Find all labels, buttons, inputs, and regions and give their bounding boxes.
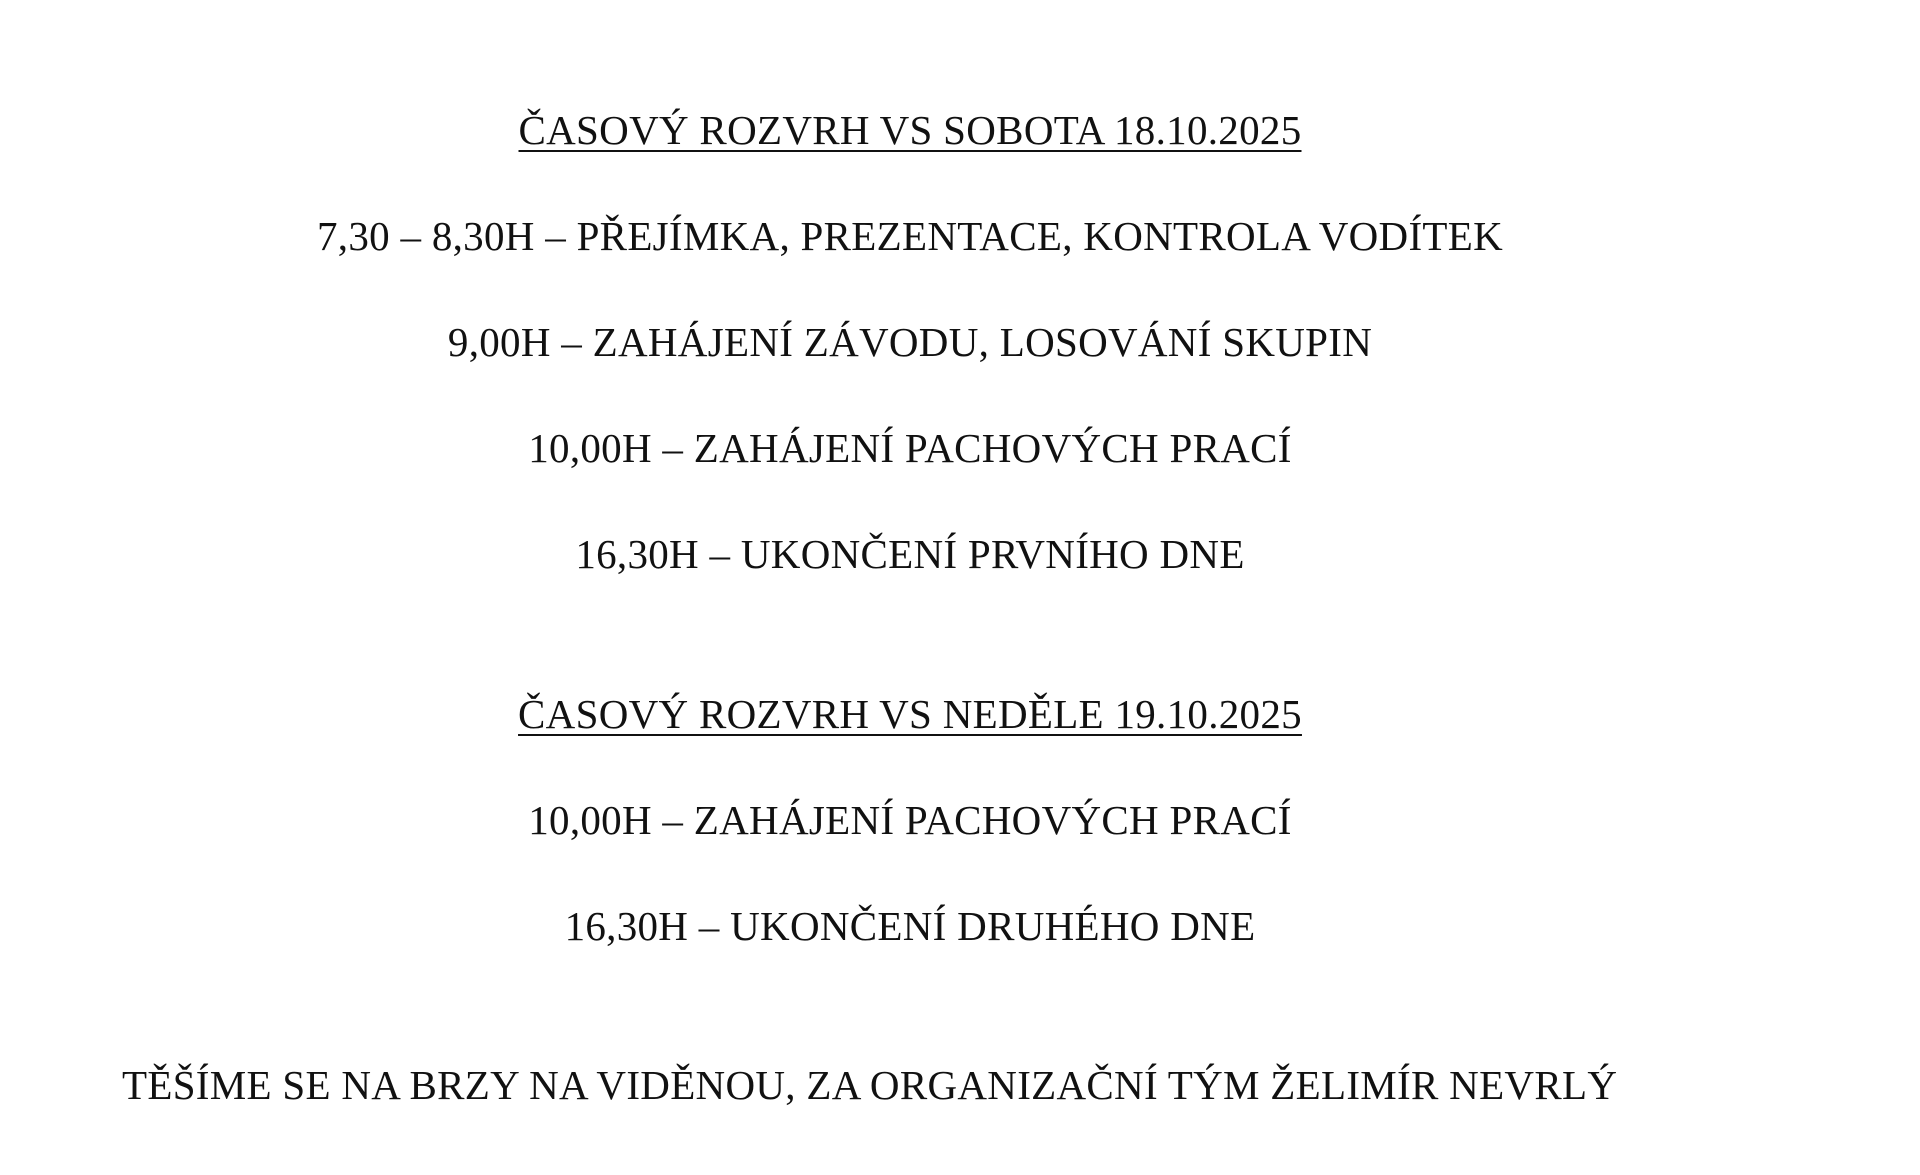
sunday-item-day-end: 16,30H – UKONČENÍ DRUHÉHO DNE: [564, 903, 1256, 949]
saturday-item-checkin: 7,30 – 8,30H – PŘEJÍMKA, PREZENTACE, KONTROLA VODÍTEK: [316, 213, 1504, 259]
saturday-item-day-end: 16,30H – UKONČENÍ PRVNÍHO DNE: [575, 531, 1245, 577]
saturday-item-opening: 9,00H – ZAHÁJENÍ ZÁVODU, LOSOVÁNÍ SKUPIN: [447, 319, 1373, 365]
closing-signature-line: TĚŠÍME SE NA BRZY NA VIDĚNOU, ZA ORGANIZAČNÍ TÝM ŽELIMÍR NEVRLÝ: [122, 1062, 1618, 1108]
saturday-item-tracking-start: 10,00H – ZAHÁJENÍ PACHOVÝCH PRACÍ: [528, 425, 1292, 471]
saturday-heading: ČASOVÝ ROZVRH VS SOBOTA 18.10.2025: [518, 107, 1302, 153]
sunday-item-tracking-start: 10,00H – ZAHÁJENÍ PACHOVÝCH PRACÍ: [528, 797, 1292, 843]
sunday-heading: ČASOVÝ ROZVRH VS NEDĚLE 19.10.2025: [518, 691, 1302, 737]
